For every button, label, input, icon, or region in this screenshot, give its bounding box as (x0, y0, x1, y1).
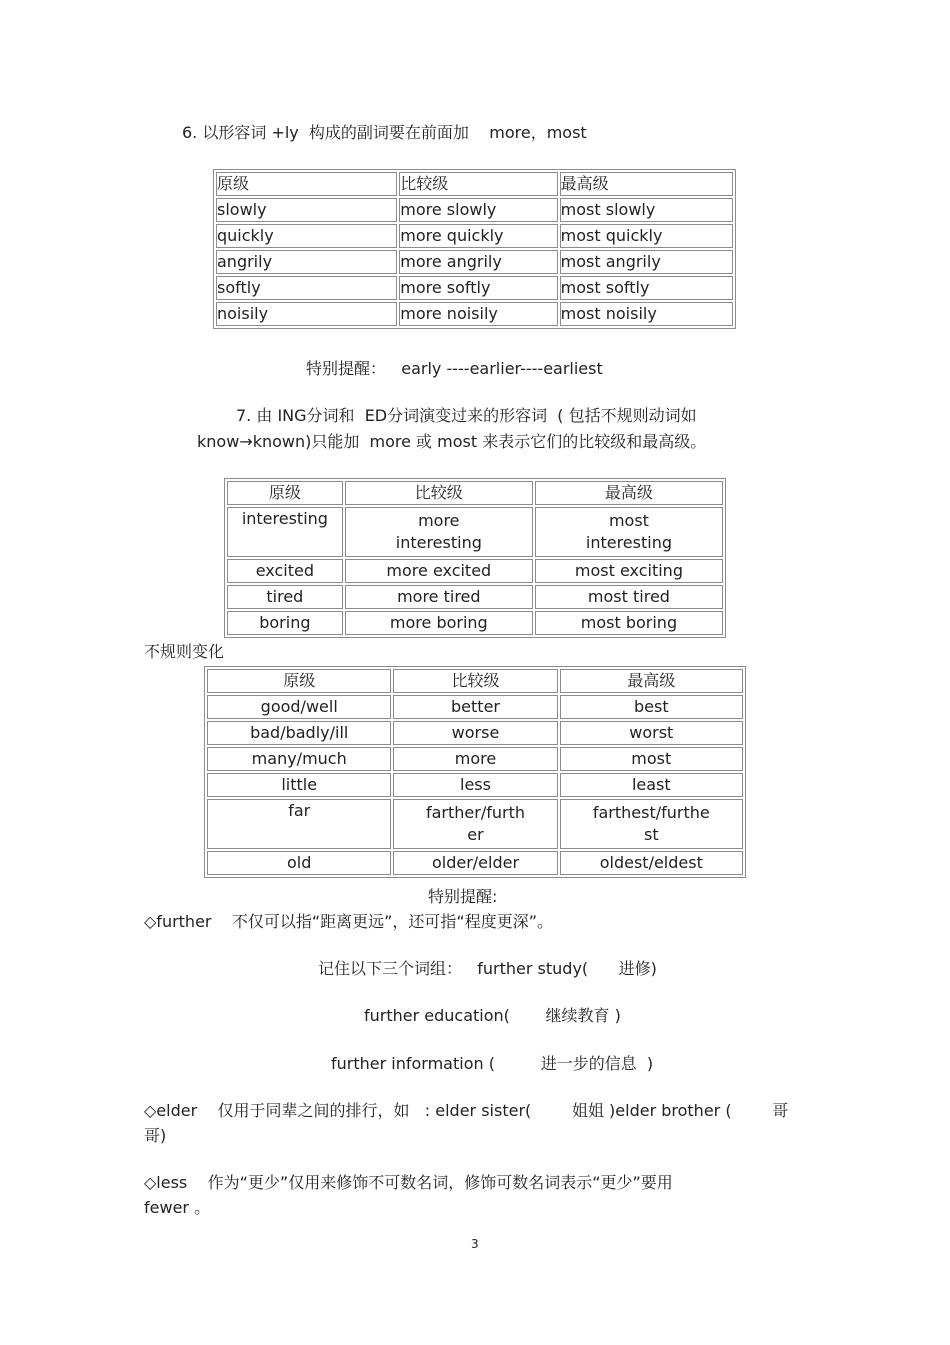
header-base: 原级 (216, 172, 397, 196)
cell: more slowly (399, 198, 557, 222)
table-row (227, 611, 723, 635)
table-row (216, 276, 733, 300)
header-superlative: 最高级 (560, 669, 743, 693)
table-row (207, 773, 743, 797)
table-row (207, 799, 743, 849)
cell: less (393, 773, 557, 797)
cell: most tired (535, 585, 723, 609)
header-comparative: 比较级 (393, 669, 557, 693)
table-header-row (216, 172, 733, 196)
cell: angrily (216, 250, 397, 274)
cell: oldest/eldest (560, 851, 743, 875)
table-row (216, 198, 733, 222)
cell: bad/badly/ill (207, 721, 391, 745)
table-header-row (227, 481, 723, 505)
page-number: 3 (471, 1237, 479, 1251)
participle-adjective-table (224, 478, 726, 638)
cell: farthest/furthest (560, 799, 743, 849)
cell: quickly (216, 224, 397, 248)
phrase-further-education: further education( 继续教育 ) (364, 1006, 621, 1025)
table-row (207, 721, 743, 745)
table-row (207, 695, 743, 719)
table-row (207, 851, 743, 875)
note-less-line1: ◇less 作为“更少”仅用来修饰不可数名词，修饰可数名词表示“更少”要用 (144, 1173, 673, 1192)
irregular-reminder: 特别提醒: (428, 887, 498, 906)
table-row (227, 559, 723, 583)
section6-heading: 6. 以形容词 +ly 构成的副词要在前面加 more，most (182, 123, 587, 142)
cell: interesting (227, 507, 343, 557)
cell: more angrily (399, 250, 557, 274)
section7-heading-line1: 7. 由 ING分词和 ED分词演变过来的形容词 ( 包括不规则动词如 (236, 406, 697, 425)
cell: least (560, 773, 743, 797)
header-base: 原级 (227, 481, 343, 505)
cell: worse (393, 721, 557, 745)
table-row (207, 747, 743, 771)
cell: most noisily (560, 302, 733, 326)
header-superlative: 最高级 (535, 481, 723, 505)
cell: good/well (207, 695, 391, 719)
cell: more (393, 747, 557, 771)
cell: most quickly (560, 224, 733, 248)
phrase-further-information: further information ( 进一步的信息 ) (331, 1054, 654, 1073)
note-less-line2: fewer 。 (144, 1198, 211, 1217)
cell: slowly (216, 198, 397, 222)
note-elder-line1: ◇elder 仅用于同辈之间的排行，如 : elder sister( 姐姐 )elder brother ( 哥 (144, 1101, 789, 1120)
cell: older/elder (393, 851, 557, 875)
irregular-table (204, 666, 746, 878)
adverb-comparison-table (213, 169, 736, 329)
table-row (216, 302, 733, 326)
note-elder-line2: 哥) (144, 1126, 167, 1145)
phrases-intro: 记住以下三个词组： further study( 进修) (318, 959, 657, 978)
cell: more softly (399, 276, 557, 300)
cell: most angrily (560, 250, 733, 274)
cell: more tired (345, 585, 533, 609)
cell: more boring (345, 611, 533, 635)
cell: most interesting (535, 507, 723, 557)
cell: most softly (560, 276, 733, 300)
cell: most (560, 747, 743, 771)
cell: old (207, 851, 391, 875)
cell: many/much (207, 747, 391, 771)
cell: worst (560, 721, 743, 745)
cell: noisily (216, 302, 397, 326)
cell: softly (216, 276, 397, 300)
cell: better (393, 695, 557, 719)
cell: most exciting (535, 559, 723, 583)
header-comparative: 比较级 (399, 172, 557, 196)
cell: boring (227, 611, 343, 635)
cell: more noisily (399, 302, 557, 326)
table-header-row (207, 669, 743, 693)
cell: more quickly (399, 224, 557, 248)
cell: farther/further (393, 799, 557, 849)
cell: tired (227, 585, 343, 609)
table-row (227, 507, 723, 557)
irregular-title: 不规则变化 (144, 642, 225, 661)
cell: most boring (535, 611, 723, 635)
cell: far (207, 799, 391, 849)
note-further: ◇further 不仅可以指“距离更远”，还可指“程度更深”。 (144, 912, 553, 931)
cell: more excited (345, 559, 533, 583)
cell: best (560, 695, 743, 719)
table-row (216, 250, 733, 274)
cell: most slowly (560, 198, 733, 222)
cell: more interesting (345, 507, 533, 557)
header-base: 原级 (207, 669, 391, 693)
table-row (227, 585, 723, 609)
cell: excited (227, 559, 343, 583)
header-comparative: 比较级 (345, 481, 533, 505)
header-superlative: 最高级 (560, 172, 733, 196)
section6-reminder: 特别提醒： early ----earlier----earliest (306, 359, 603, 378)
table-row (216, 224, 733, 248)
section7-heading-line2: know→known)只能加 more 或 most 来表示它们的比较级和最高级。 (197, 432, 707, 451)
cell: little (207, 773, 391, 797)
